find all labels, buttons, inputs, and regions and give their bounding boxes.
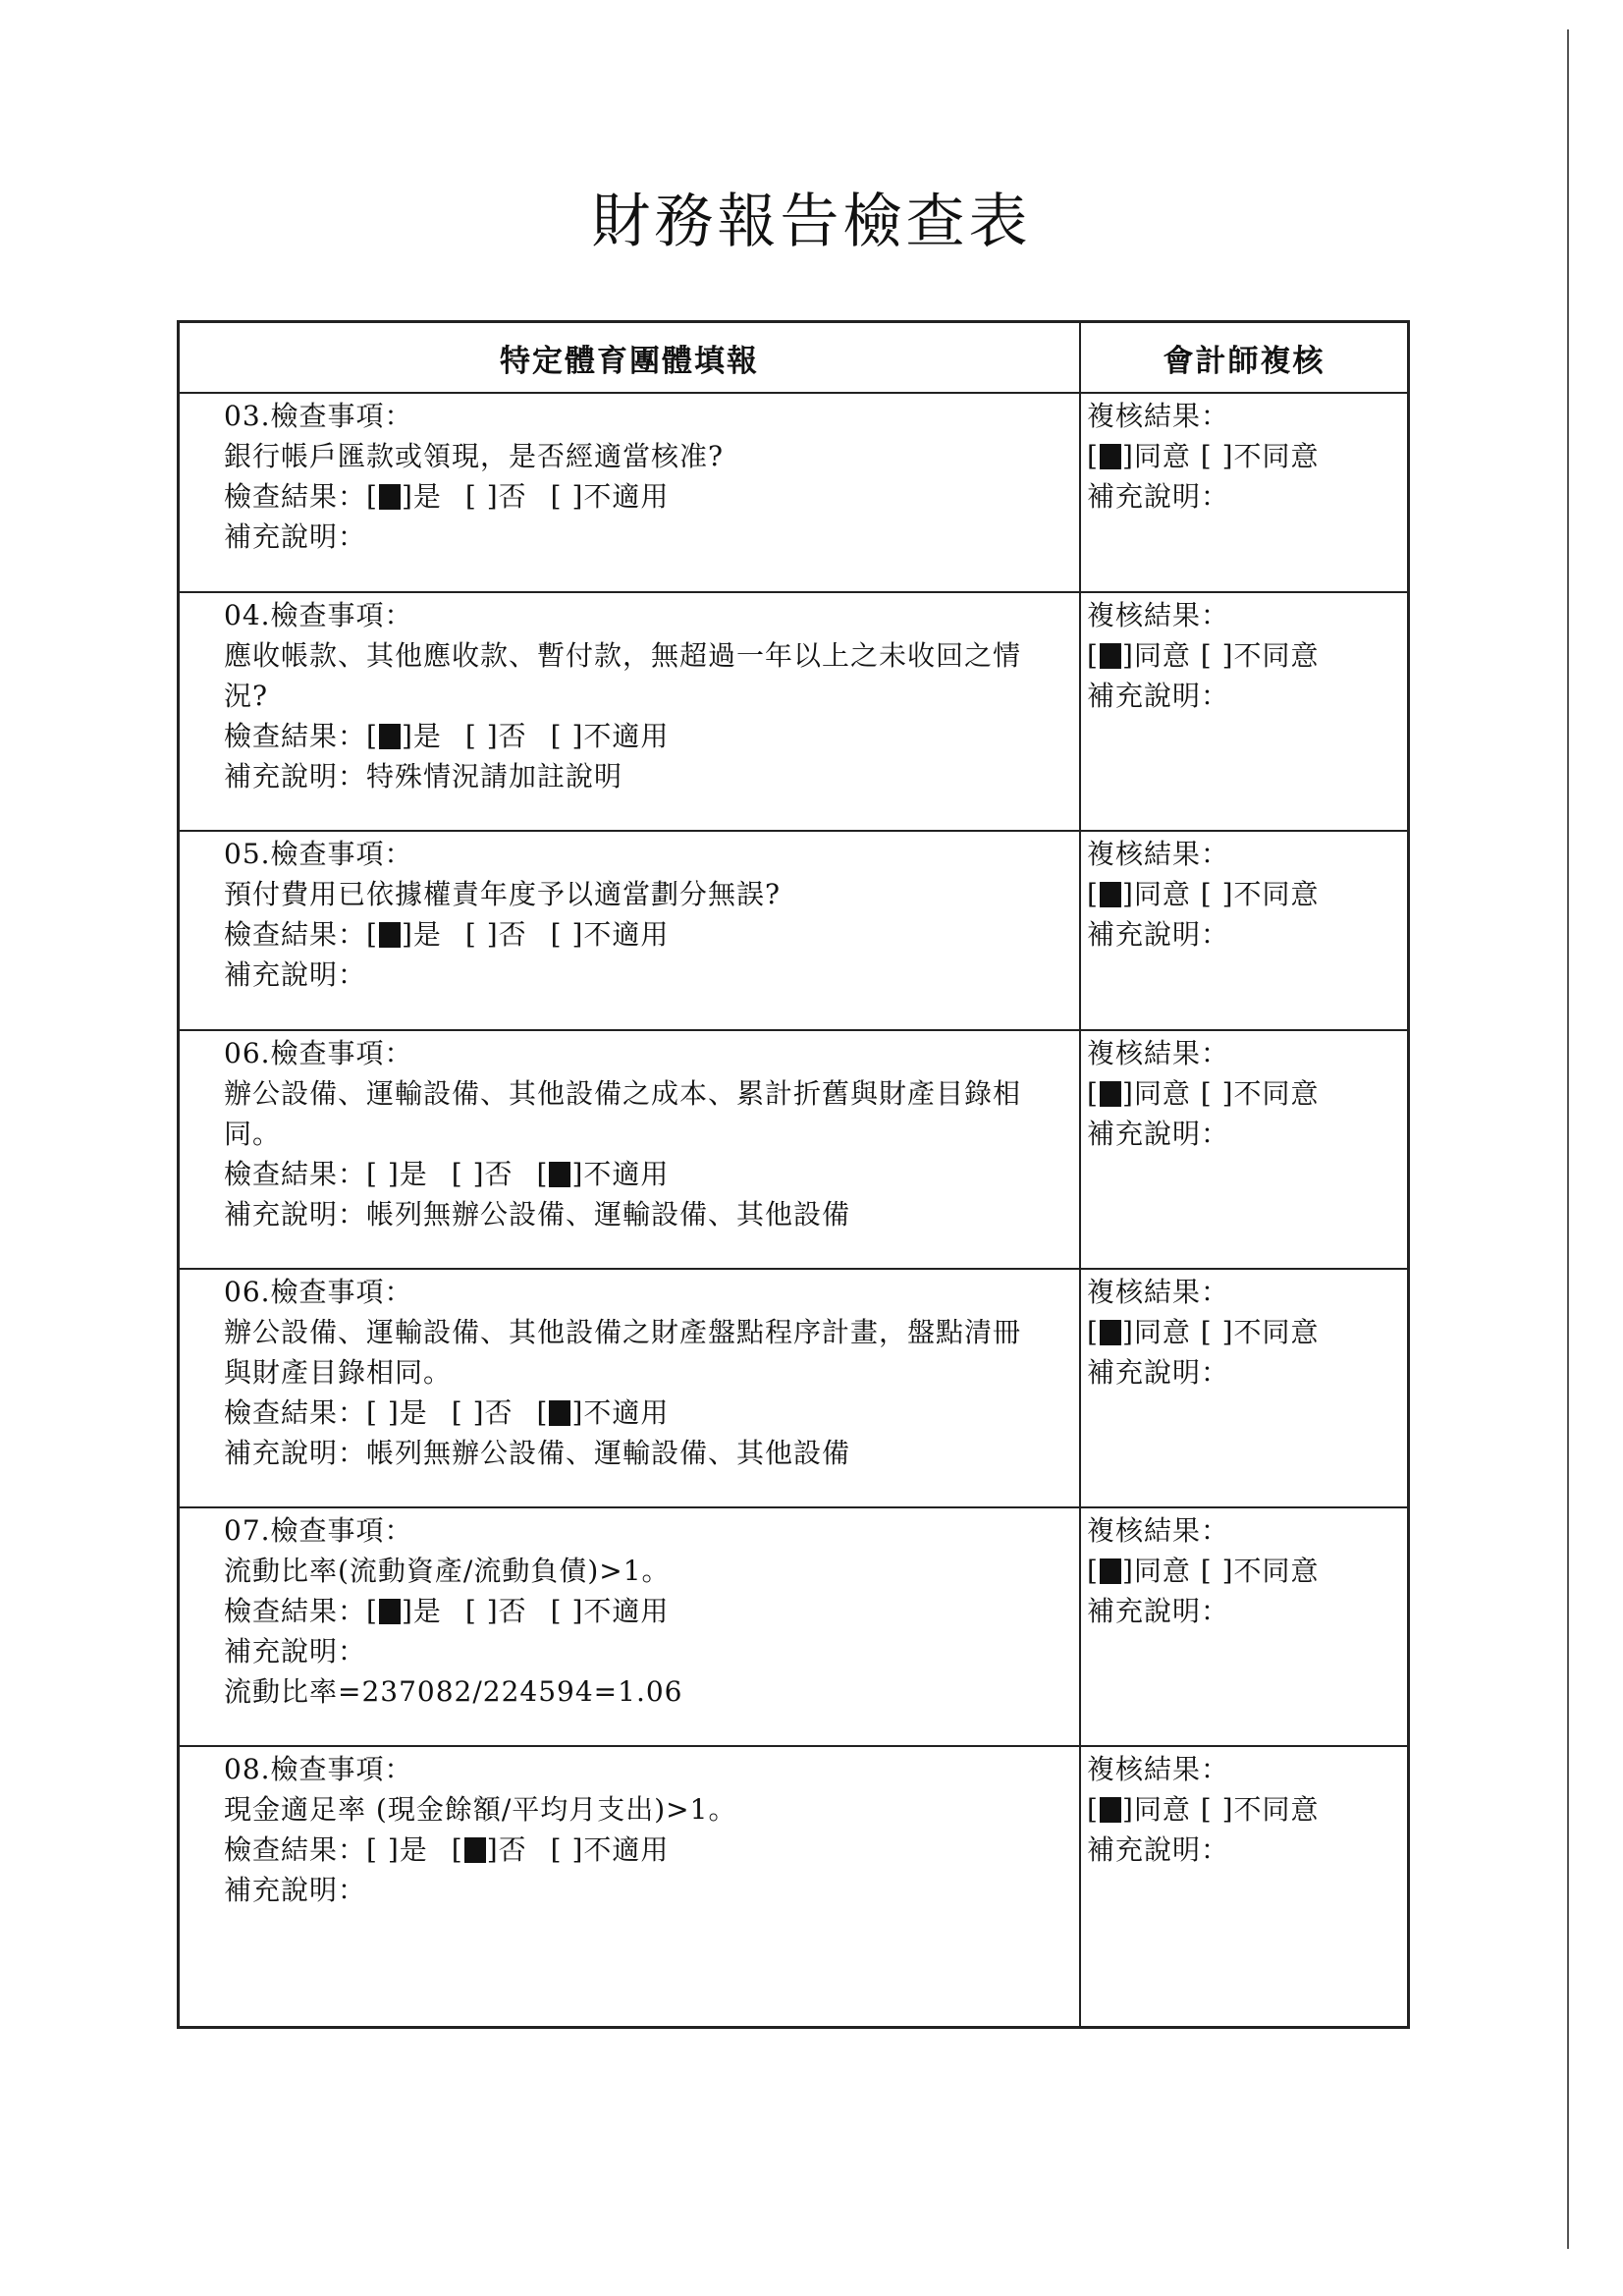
review-choice-line: [ ]同意 [ ]不同意 <box>1087 1793 1320 1826</box>
item-question: 辦公設備、運輸設備、其他設備之財產盤點程序計畫，盤點清冊 <box>224 1316 1022 1348</box>
review-result-label: 複核結果： <box>1087 599 1230 631</box>
item-number: 03.檢查事項： <box>224 400 413 432</box>
note-line <box>224 517 1079 557</box>
note-label: 補充說明： <box>224 1874 367 1906</box>
note-label: 補充說明： <box>224 520 367 553</box>
option-yes: 是 <box>412 480 442 513</box>
item-extra: 流動比率=237082/224594=1.06 <box>224 1675 683 1708</box>
check-result-line: 檢查結果：[ ]是 [ ]否 [ ]不適用 <box>224 720 670 752</box>
item-cell <box>180 1747 1081 2026</box>
note-text: 帳列無辦公設備、運輸設備、其他設備 <box>366 1198 851 1230</box>
note-label: 補充說明： <box>224 1198 367 1230</box>
checked-box-icon <box>1100 1558 1121 1584</box>
item-question: 辦公設備、運輸設備、其他設備之成本、累計折舊與財產目錄相 <box>224 1077 1022 1110</box>
note-line <box>224 1631 1079 1671</box>
option-yes: 是 <box>412 918 442 951</box>
option-no: 否 <box>484 1158 514 1190</box>
review-choice-line: [ ]同意 [ ]不同意 <box>1087 639 1320 672</box>
checked-box-icon <box>379 724 401 749</box>
note-text: 特殊情況請加註說明 <box>366 760 623 793</box>
check-result-label: 檢查結果： <box>224 1595 367 1627</box>
note-label: 補充說明： <box>224 1635 367 1667</box>
review-result-label: 複核結果： <box>1087 1753 1230 1785</box>
checked-box-icon <box>1100 882 1121 907</box>
option-na: 不適用 <box>583 1595 670 1627</box>
review-disagree: 不同意 <box>1233 440 1320 472</box>
option-no: 否 <box>484 1396 514 1429</box>
review-disagree: 不同意 <box>1233 878 1320 910</box>
check-result-line: 檢查結果：[ ]是 [ ]否 [ ]不適用 <box>224 1396 670 1429</box>
review-cell <box>1081 593 1407 830</box>
review-cell <box>1081 1270 1407 1506</box>
option-no: 否 <box>498 480 527 513</box>
review-result-label: 複核結果： <box>1087 400 1230 432</box>
review-agree: 同意 <box>1133 1793 1191 1826</box>
page-title: 財務報告檢查表 <box>591 188 1032 256</box>
option-yes: 是 <box>399 1833 428 1866</box>
note-line <box>224 756 1079 796</box>
review-cell <box>1081 394 1407 591</box>
review-note-label: 補充說明： <box>1087 480 1230 513</box>
review-disagree: 不同意 <box>1233 639 1320 672</box>
review-cell <box>1081 1508 1407 1745</box>
review-agree: 同意 <box>1133 639 1191 672</box>
table-row <box>180 1031 1407 1270</box>
review-cell <box>1081 1747 1407 2026</box>
checked-box-icon <box>1100 643 1121 669</box>
review-result-label: 複核結果： <box>1087 1037 1230 1069</box>
note-label: 補充說明： <box>224 1437 367 1469</box>
table-body <box>180 394 1407 2026</box>
note-line <box>224 955 1079 995</box>
check-result-line: 檢查結果：[ ]是 [ ]否 [ ]不適用 <box>224 1158 670 1190</box>
review-choice-line: [ ]同意 [ ]不同意 <box>1087 1077 1320 1110</box>
review-disagree: 不同意 <box>1233 1077 1320 1110</box>
checked-box-icon <box>379 484 401 510</box>
review-note-label: 補充說明： <box>1087 680 1230 712</box>
item-question: 銀行帳戶匯款或領現，是否經適當核准? <box>224 440 725 472</box>
check-result-line: 檢查結果：[ ]是 [ ]否 [ ]不適用 <box>224 1833 670 1866</box>
check-result-label: 檢查結果： <box>224 1396 367 1429</box>
review-note-label: 補充說明： <box>1087 1833 1230 1866</box>
review-disagree: 不同意 <box>1233 1555 1320 1587</box>
item-number: 07.檢查事項： <box>224 1514 413 1547</box>
option-no: 否 <box>498 918 527 951</box>
item-number: 06.檢查事項： <box>224 1276 413 1308</box>
checked-box-icon <box>549 1162 570 1187</box>
checked-box-icon <box>379 922 401 948</box>
option-na: 不適用 <box>583 1158 670 1190</box>
item-question: 預付費用已依據權責年度予以適當劃分無誤? <box>224 878 782 910</box>
note-text: 帳列無辦公設備、運輸設備、其他設備 <box>366 1437 851 1469</box>
item-question: 現金適足率 (現金餘額/平均月支出)>1。 <box>224 1793 737 1826</box>
note-label: 補充說明： <box>224 760 367 793</box>
checked-box-icon <box>1100 1081 1121 1107</box>
item-cell <box>180 1031 1081 1268</box>
review-disagree: 不同意 <box>1233 1316 1320 1348</box>
item-number: 06.檢查事項： <box>224 1037 413 1069</box>
check-result-label: 檢查結果： <box>224 1158 367 1190</box>
option-na: 不適用 <box>583 1833 670 1866</box>
table-row <box>180 832 1407 1031</box>
item-cell <box>180 1270 1081 1506</box>
review-disagree: 不同意 <box>1233 1793 1320 1826</box>
review-choice-line: [ ]同意 [ ]不同意 <box>1087 1316 1320 1348</box>
item-number: 05.檢查事項： <box>224 838 413 870</box>
item-question-cont: 與財產目錄相同。 <box>224 1356 453 1389</box>
review-note-label: 補充說明： <box>1087 1118 1230 1150</box>
option-na: 不適用 <box>583 720 670 752</box>
item-cell <box>180 1508 1081 1745</box>
item-question-cont: 況? <box>224 680 269 712</box>
item-number: 04.檢查事項： <box>224 599 413 631</box>
check-result-label: 檢查結果： <box>224 480 367 513</box>
check-result-line: 檢查結果：[ ]是 [ ]否 [ ]不適用 <box>224 480 670 513</box>
option-na: 不適用 <box>583 480 670 513</box>
table-row <box>180 1747 1407 2026</box>
note-line <box>224 1870 1079 1910</box>
option-yes: 是 <box>399 1158 428 1190</box>
check-result-label: 檢查結果： <box>224 1833 367 1866</box>
checked-box-icon <box>464 1837 486 1863</box>
table-row <box>180 1270 1407 1508</box>
option-no: 否 <box>498 720 527 752</box>
item-cell <box>180 832 1081 1029</box>
review-cell <box>1081 832 1407 1029</box>
review-note-label: 補充說明： <box>1087 1356 1230 1389</box>
review-choice-line: [ ]同意 [ ]不同意 <box>1087 440 1320 472</box>
option-yes: 是 <box>412 720 442 752</box>
header-right: 會計師複核 <box>1163 343 1325 379</box>
checked-box-icon <box>1100 444 1121 469</box>
note-line <box>224 1433 1079 1473</box>
option-na: 不適用 <box>583 918 670 951</box>
review-choice-line: [ ]同意 [ ]不同意 <box>1087 878 1320 910</box>
review-agree: 同意 <box>1133 878 1191 910</box>
scan-edge-line <box>1567 29 1569 2249</box>
checked-box-icon <box>1100 1320 1121 1345</box>
item-cell <box>180 593 1081 830</box>
checklist-table <box>177 320 1410 2029</box>
table-header-row <box>180 323 1407 394</box>
item-question: 流動比率(流動資產/流動負債)>1。 <box>224 1555 671 1587</box>
check-result-label: 檢查結果： <box>224 720 367 752</box>
review-note-label: 補充說明： <box>1087 1595 1230 1627</box>
review-agree: 同意 <box>1133 1555 1191 1587</box>
review-agree: 同意 <box>1133 1077 1191 1110</box>
option-na: 不適用 <box>583 1396 670 1429</box>
review-note-label: 補充說明： <box>1087 918 1230 951</box>
review-result-label: 複核結果： <box>1087 838 1230 870</box>
item-question: 應收帳款、其他應收款、暫付款，無超過一年以上之未收回之情 <box>224 639 1022 672</box>
checked-box-icon <box>379 1599 401 1624</box>
option-yes: 是 <box>412 1595 442 1627</box>
review-choice-line: [ ]同意 [ ]不同意 <box>1087 1555 1320 1587</box>
review-cell <box>1081 1031 1407 1268</box>
note-line <box>224 1194 1079 1234</box>
checked-box-icon <box>1100 1797 1121 1823</box>
item-question-cont: 同。 <box>224 1118 282 1150</box>
check-result-line: 檢查結果：[ ]是 [ ]否 [ ]不適用 <box>224 1595 670 1627</box>
item-cell <box>180 394 1081 591</box>
item-number: 08.檢查事項： <box>224 1753 413 1785</box>
option-yes: 是 <box>399 1396 428 1429</box>
table-row <box>180 1508 1407 1747</box>
note-label: 補充說明： <box>224 958 367 991</box>
option-no: 否 <box>498 1595 527 1627</box>
check-result-label: 檢查結果： <box>224 918 367 951</box>
header-left: 特定體育團體填報 <box>180 323 1081 392</box>
review-agree: 同意 <box>1133 440 1191 472</box>
review-agree: 同意 <box>1133 1316 1191 1348</box>
review-result-label: 複核結果： <box>1087 1276 1230 1308</box>
checked-box-icon <box>549 1400 570 1426</box>
table-row <box>180 394 1407 593</box>
table-row <box>180 593 1407 832</box>
check-result-line: 檢查結果：[ ]是 [ ]否 [ ]不適用 <box>224 918 670 951</box>
review-result-label: 複核結果： <box>1087 1514 1230 1547</box>
option-no: 否 <box>498 1833 527 1866</box>
